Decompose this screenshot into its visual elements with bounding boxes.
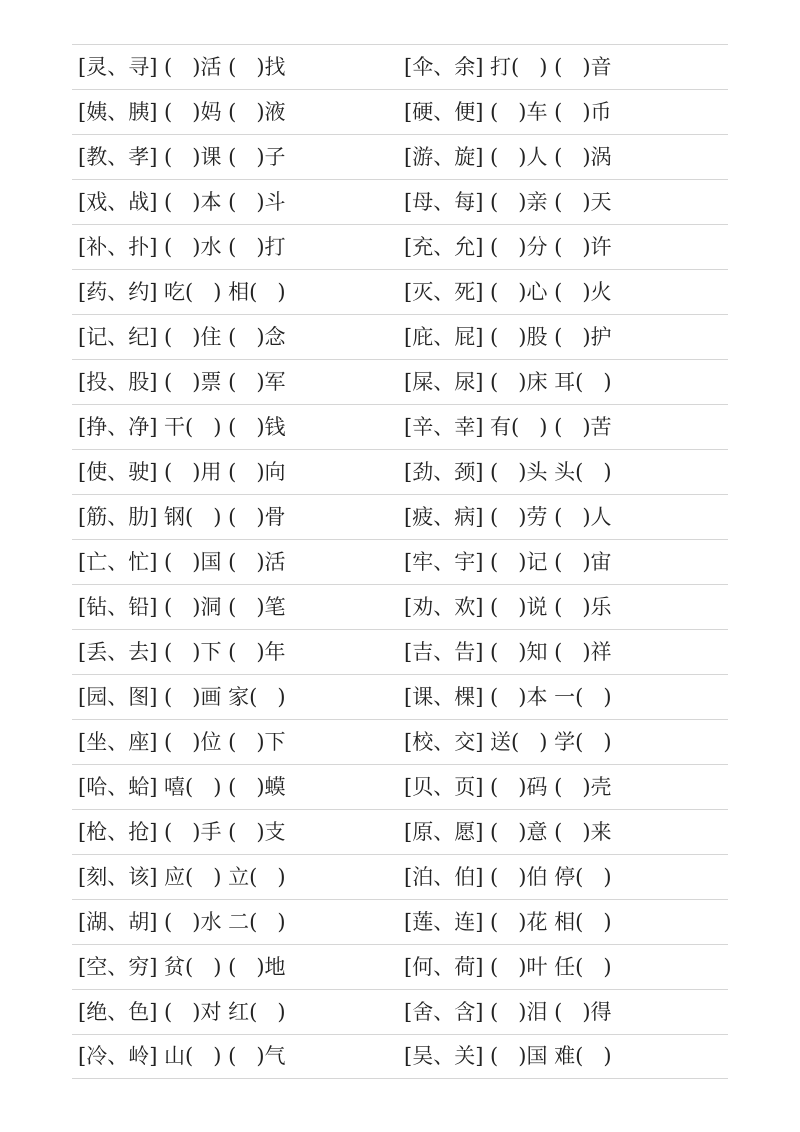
- exercise-item: [庇、屁] ( )股 ( )护: [404, 324, 612, 349]
- worksheet: [72, 44, 728, 1079]
- exercise-item: [补、扑] ( )水 ( )打: [78, 234, 286, 259]
- exercise-row-11: [72, 494, 728, 539]
- exercise-item: [丢、去] ( )下 ( )年: [78, 639, 286, 664]
- exercise-item: [绝、色] ( )对 红( ): [78, 999, 286, 1024]
- exercise-row-23: [72, 1034, 728, 1079]
- exercise-item: [母、每] ( )亲 ( )天: [404, 189, 612, 214]
- exercise-item: [冷、岭] 山( ) ( )气: [78, 1044, 286, 1068]
- exercise-item: [亡、忙] ( )国 ( )活: [78, 549, 286, 574]
- exercise-row-9: [72, 404, 728, 449]
- exercise-item: [贝、页] ( )码 ( )壳: [404, 774, 612, 799]
- exercise-row-22: [72, 989, 728, 1034]
- exercise-item: [劲、颈] ( )头 头( ): [404, 459, 612, 484]
- exercise-item: [刻、该] 应( ) 立( ): [78, 864, 286, 889]
- exercise-row-21: [72, 944, 728, 989]
- exercise-row-19: [72, 854, 728, 899]
- exercise-item: [筋、肋] 钢( ) ( )骨: [78, 504, 286, 529]
- exercise-item: [湖、胡] ( )水 二( ): [78, 909, 286, 934]
- exercise-item: [舍、含] ( )泪 ( )得: [404, 999, 612, 1024]
- exercise-row-8: [72, 359, 728, 404]
- exercise-row-18: [72, 809, 728, 854]
- exercise-item: [莲、连] ( )花 相( ): [404, 909, 612, 934]
- exercise-item: [姨、胰] ( )妈 ( )液: [78, 99, 286, 124]
- exercise-row-2: [72, 89, 728, 134]
- exercise-item: [记、纪] ( )住 ( )念: [78, 324, 286, 349]
- exercise-row-17: [72, 764, 728, 809]
- exercise-item: [哈、蛤] 嘻( ) ( )蟆: [78, 774, 286, 799]
- exercise-item: [灵、寻] ( )活 ( )找: [78, 54, 286, 79]
- exercise-item: [屎、尿] ( )床 耳( ): [404, 369, 612, 394]
- exercise-item: [挣、净] 干( ) ( )钱: [78, 414, 286, 439]
- exercise-item: [原、愿] ( )意 ( )来: [404, 819, 612, 844]
- exercise-item: [药、约] 吃( ) 相( ): [78, 279, 286, 304]
- exercise-item: [辛、幸] 有( ) ( )苦: [404, 414, 612, 439]
- exercise-item: [伞、余] 打( ) ( )音: [404, 54, 612, 79]
- exercise-row-16: [72, 719, 728, 764]
- exercise-item: [疲、病] ( )劳 ( )人: [404, 504, 612, 529]
- exercise-item: [校、交] 送( ) 学( ): [404, 729, 612, 754]
- exercise-row-4: [72, 179, 728, 224]
- exercise-item: [课、棵] ( )本 一( ): [404, 684, 612, 709]
- exercise-row-6: [72, 269, 728, 314]
- exercise-item: [牢、宇] ( )记 ( )宙: [404, 549, 612, 574]
- exercise-item: [使、驶] ( )用 ( )向: [78, 459, 286, 484]
- exercise-item: [游、旋] ( )人 ( )涡: [404, 144, 612, 169]
- exercise-row-5: [72, 224, 728, 269]
- exercise-item: [钻、铅] ( )洞 ( )笔: [78, 594, 286, 619]
- exercise-item: [投、股] ( )票 ( )军: [78, 369, 286, 394]
- exercise-item: [戏、战] ( )本 ( )斗: [78, 189, 286, 214]
- exercise-row-10: [72, 449, 728, 494]
- exercise-row-13: [72, 584, 728, 629]
- exercise-item: [教、孝] ( )课 ( )子: [78, 144, 286, 169]
- exercise-item: [灭、死] ( )心 ( )火: [404, 279, 612, 304]
- exercise-row-7: [72, 314, 728, 359]
- exercise-item: [吴、关] ( )国 难( ): [404, 1044, 612, 1068]
- exercise-item: [坐、座] ( )位 ( )下: [78, 729, 286, 754]
- exercise-item: [园、图] ( )画 家( ): [78, 684, 286, 709]
- exercise-row-1: [72, 44, 728, 89]
- exercise-row-3: [72, 134, 728, 179]
- exercise-item: [枪、抢] ( )手 ( )支: [78, 819, 286, 844]
- exercise-item: [劝、欢] ( )说 ( )乐: [404, 594, 612, 619]
- exercise-row-15: [72, 674, 728, 719]
- exercise-item: [何、荷] ( )叶 任( ): [404, 954, 612, 979]
- exercise-row-20: [72, 899, 728, 944]
- exercise-item: [泊、伯] ( )伯 停( ): [404, 864, 612, 889]
- exercise-item: [硬、便] ( )车 ( )币: [404, 99, 612, 124]
- exercise-item: [吉、告] ( )知 ( )祥: [404, 639, 612, 664]
- exercise-item: [空、穷] 贫( ) ( )地: [78, 954, 286, 979]
- exercise-item: [充、允] ( )分 ( )许: [404, 234, 612, 259]
- exercise-row-12: [72, 539, 728, 584]
- exercise-row-14: [72, 629, 728, 674]
